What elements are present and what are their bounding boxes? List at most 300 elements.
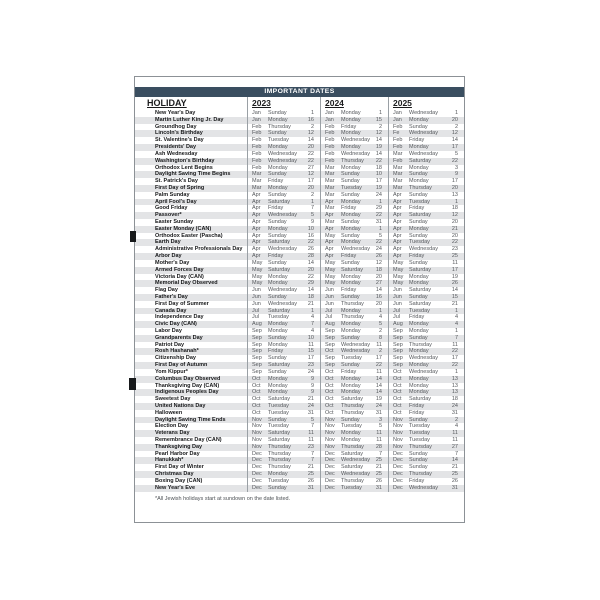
banner-title: IMPORTANT DATES	[264, 88, 335, 95]
date-month: Oct	[252, 402, 261, 409]
date-weekday: Sunday	[268, 293, 287, 300]
table-row	[135, 130, 464, 137]
holiday-name: Election Day	[155, 423, 189, 430]
date-cell-2023	[247, 253, 320, 260]
date-day: 21	[451, 464, 458, 471]
date-weekday: Monday	[268, 116, 288, 123]
date-month: Aug	[252, 321, 262, 328]
date-day: 8	[378, 334, 382, 341]
date-weekday: Saturday	[268, 362, 291, 369]
date-cell-2025	[388, 178, 464, 185]
table-row	[135, 185, 464, 192]
date-cell-2024	[320, 478, 388, 485]
date-weekday: Monday	[341, 280, 361, 287]
date-month: Dec	[252, 477, 262, 484]
date-day: 19	[375, 396, 382, 403]
date-day: 31	[375, 484, 382, 491]
date-cell-2023	[247, 430, 320, 437]
date-weekday: Monday	[341, 375, 361, 382]
date-month: Apr	[252, 191, 261, 198]
date-month: Jun	[252, 293, 261, 300]
date-cell-2024	[320, 451, 388, 458]
date-month: Dec	[393, 484, 403, 491]
date-day: 14	[307, 287, 314, 294]
table-row	[135, 417, 464, 424]
date-day: 14	[375, 137, 382, 144]
date-weekday: Friday	[409, 402, 425, 409]
date-day: 25	[451, 471, 458, 478]
date-month: Feb	[252, 137, 262, 144]
date-month: Apr	[393, 232, 402, 239]
date-cell-2025	[388, 192, 464, 199]
date-weekday: Sunday	[268, 484, 287, 491]
table-row	[135, 444, 464, 451]
date-month: Oct	[325, 409, 334, 416]
date-weekday: Monday	[341, 116, 361, 123]
date-day: 16	[375, 293, 382, 300]
date-weekday: Friday	[268, 253, 284, 260]
date-month: Feb	[325, 157, 335, 164]
date-cell-2025	[388, 423, 464, 430]
table-row	[135, 239, 464, 246]
date-day: 7	[310, 321, 314, 328]
table-header-row	[135, 97, 464, 110]
date-weekday: Thursday	[409, 471, 432, 478]
date-cell-2023	[247, 267, 320, 274]
date-cell-2023	[247, 246, 320, 253]
date-month: Jun	[325, 287, 334, 294]
date-cell-2025	[388, 165, 464, 172]
date-month: Oct	[252, 396, 261, 403]
date-weekday: Tuesday	[409, 437, 430, 443]
table-row	[135, 205, 464, 212]
table-row	[135, 430, 464, 437]
date-cell-2024	[320, 178, 388, 185]
date-weekday: Sunday	[409, 171, 428, 178]
date-month: Jan	[325, 116, 334, 123]
date-weekday: Monday	[268, 225, 288, 232]
holiday-name: Daylight Saving Time Begins	[155, 171, 231, 178]
holiday-name: New Year's Eve	[155, 484, 196, 491]
date-cell-2024	[320, 158, 388, 165]
date-cell-2024	[320, 253, 388, 260]
date-cell-2025	[388, 280, 464, 287]
date-day: 18	[451, 205, 458, 212]
date-day: 13	[451, 375, 458, 382]
date-cell-2024	[320, 396, 388, 403]
date-weekday: Friday	[268, 178, 284, 185]
date-weekday: Thursday	[341, 409, 364, 416]
table-row	[135, 253, 464, 260]
holiday-name: First Day of Winter	[155, 464, 204, 471]
date-weekday: Wednesday	[268, 246, 297, 253]
date-day: 9	[454, 171, 458, 178]
date-day: 29	[307, 280, 314, 287]
date-cell-2025	[388, 253, 464, 260]
holiday-name: First Day of Spring	[155, 184, 205, 191]
date-cell-2024	[320, 464, 388, 471]
date-day: 11	[452, 437, 458, 443]
date-day: 24	[451, 402, 458, 409]
date-month: Jul	[393, 307, 401, 314]
date-weekday: Monday	[341, 389, 361, 396]
date-cell-2023	[247, 274, 320, 281]
date-month: May	[252, 259, 263, 266]
date-day: 7	[454, 334, 458, 341]
holiday-name: Father's Day	[155, 293, 188, 300]
date-cell-2025	[388, 117, 464, 124]
date-weekday: Monday	[409, 280, 429, 287]
date-cell-2024	[320, 369, 388, 376]
date-month: Mar	[393, 164, 403, 171]
date-month: Sep	[252, 334, 262, 341]
date-month: Oct	[325, 402, 334, 409]
date-weekday: Sunday	[341, 232, 360, 239]
date-month: Sep	[325, 355, 335, 362]
date-month: Nov	[393, 443, 403, 450]
date-month: Sep	[252, 368, 262, 375]
date-month: Apr	[393, 212, 402, 219]
holiday-name: Good Friday	[155, 205, 188, 212]
date-cell-2025	[388, 130, 464, 137]
date-month: Feb	[393, 123, 403, 130]
date-cell-2024	[320, 267, 388, 274]
holiday-name: Yom Kippur*	[155, 368, 188, 375]
date-day: 28	[375, 443, 382, 450]
date-month: Mar	[325, 171, 335, 178]
date-cell-2023	[247, 457, 320, 464]
date-month: Apr	[325, 212, 334, 219]
date-cell-2023	[247, 124, 320, 131]
holiday-name: Mother's Day	[155, 259, 190, 266]
date-day: 20	[307, 184, 314, 191]
table-row	[135, 464, 464, 471]
date-cell-2025	[388, 199, 464, 206]
date-weekday: Sunday	[409, 259, 428, 266]
date-day: 24	[375, 191, 382, 198]
date-cell-2023	[247, 369, 320, 376]
date-weekday: Sunday	[268, 110, 287, 116]
date-month: Apr	[325, 198, 334, 205]
date-cell-2023	[247, 287, 320, 294]
date-month: Jan	[252, 116, 261, 123]
date-cell-2023	[247, 205, 320, 212]
table-row	[135, 260, 464, 267]
date-weekday: Sunday	[409, 450, 428, 457]
date-month: Apr	[325, 246, 334, 253]
date-weekday: Sunday	[268, 259, 287, 266]
date-day: 12	[307, 171, 314, 178]
holiday-name: Memorial Day Observed	[155, 280, 218, 287]
date-cell-2025	[388, 362, 464, 369]
table-row	[135, 171, 464, 178]
date-day: 19	[375, 184, 382, 191]
date-cell-2023	[247, 178, 320, 185]
date-month: Dec	[252, 471, 262, 478]
date-weekday: Wednesday	[409, 110, 438, 116]
table-row	[135, 321, 464, 328]
table-row	[135, 110, 464, 117]
date-month: Dec	[252, 450, 262, 457]
date-month: Apr	[325, 239, 334, 246]
date-weekday: Sunday	[409, 219, 428, 225]
date-month: Apr	[252, 225, 261, 232]
date-weekday: Thursday	[409, 184, 432, 191]
date-cell-2025	[388, 301, 464, 308]
date-weekday: Tuesday	[341, 423, 362, 430]
date-month: Nov	[325, 416, 335, 423]
date-month: Sep	[252, 348, 262, 355]
date-cell-2025	[388, 267, 464, 274]
date-month: Jun	[252, 287, 261, 294]
date-cell-2023	[247, 301, 320, 308]
holiday-table-rows	[135, 110, 464, 492]
holiday-name: Veterans Day	[155, 430, 190, 437]
date-weekday: Monday	[341, 212, 361, 219]
date-day: 11	[452, 430, 458, 437]
date-cell-2025	[388, 417, 464, 424]
date-weekday: Monday	[341, 382, 361, 389]
date-cell-2025	[388, 219, 464, 226]
date-weekday: Sunday	[409, 293, 428, 300]
date-cell-2024	[320, 110, 388, 117]
date-cell-2024	[320, 185, 388, 192]
date-day: 2	[310, 191, 314, 198]
date-day: 31	[307, 484, 314, 491]
edge-tab-mark-1	[130, 231, 136, 242]
date-weekday: Monday	[341, 144, 361, 151]
date-day: 22	[307, 239, 314, 246]
date-day: 2	[310, 123, 314, 130]
date-cell-2024	[320, 328, 388, 335]
date-weekday: Saturday	[341, 464, 364, 471]
date-cell-2024	[320, 444, 388, 451]
date-month: Oct	[393, 382, 402, 389]
date-weekday: Monday	[409, 164, 429, 171]
date-month: Oct	[252, 382, 261, 389]
date-weekday: Saturday	[409, 287, 432, 294]
date-day: 31	[451, 484, 458, 491]
date-weekday: Monday	[409, 225, 429, 232]
date-weekday: Sunday	[341, 219, 360, 225]
date-month: Dec	[252, 484, 262, 491]
date-day: 21	[375, 464, 382, 471]
table-row	[135, 423, 464, 430]
date-day: 20	[451, 232, 458, 239]
holiday-name: Washington's Birthday	[155, 157, 215, 164]
date-weekday: Monday	[341, 273, 361, 280]
date-cell-2025	[388, 430, 464, 437]
date-day: 11	[452, 341, 458, 348]
date-month: Feb	[325, 137, 335, 144]
date-day: 23	[307, 362, 314, 369]
date-day: 16	[307, 232, 314, 239]
holiday-name: First Day of Autumn	[155, 362, 208, 369]
date-day: 12	[451, 212, 458, 219]
date-cell-2025	[388, 403, 464, 410]
date-weekday: Thursday	[409, 341, 432, 348]
date-day: 14	[451, 287, 458, 294]
date-month: Nov	[252, 423, 262, 430]
date-month: Apr	[252, 219, 261, 225]
column-header-2024: 2024	[320, 97, 388, 110]
holiday-name: Citizenship Day	[155, 355, 196, 362]
date-weekday: Wednesday	[268, 150, 297, 157]
date-weekday: Monday	[268, 144, 288, 151]
date-day: 1	[454, 198, 458, 205]
date-month: May	[393, 259, 404, 266]
date-day: 7	[310, 423, 314, 430]
date-month: Dec	[325, 464, 335, 471]
date-cell-2023	[247, 260, 320, 267]
date-month: Mar	[393, 150, 403, 157]
date-cell-2023	[247, 171, 320, 178]
date-month: May	[393, 266, 404, 273]
date-cell-2023	[247, 485, 320, 492]
holiday-name: Hanukkah*	[155, 457, 184, 464]
date-day: 24	[375, 402, 382, 409]
table-row	[135, 485, 464, 492]
date-cell-2025	[388, 308, 464, 315]
table-row	[135, 471, 464, 478]
date-cell-2024	[320, 165, 388, 172]
date-cell-2024	[320, 280, 388, 287]
date-weekday: Thursday	[268, 443, 291, 450]
date-cell-2023	[247, 383, 320, 390]
date-day: 17	[451, 178, 458, 185]
date-weekday: Tuesday	[341, 484, 362, 491]
table-row	[135, 301, 464, 308]
date-weekday: Tuesday	[409, 307, 430, 314]
date-weekday: Tuesday	[268, 477, 289, 484]
date-month: Apr	[252, 253, 261, 260]
date-cell-2024	[320, 144, 388, 151]
date-cell-2024	[320, 389, 388, 396]
date-month: Nov	[252, 443, 262, 450]
date-day: 14	[375, 375, 382, 382]
date-weekday: Monday	[409, 375, 429, 382]
date-day: 19	[375, 144, 382, 151]
date-day: 18	[375, 266, 382, 273]
date-day: 21	[307, 396, 314, 403]
date-cell-2024	[320, 233, 388, 240]
date-weekday: Wednesday	[268, 300, 297, 307]
date-day: 22	[451, 362, 458, 369]
holiday-name: Indigenous Peoples Day	[155, 389, 219, 396]
date-day: 21	[307, 300, 314, 307]
holiday-name: Arbor Day	[155, 253, 182, 260]
date-weekday: Thursday	[268, 123, 291, 130]
date-day: 22	[451, 239, 458, 246]
date-month: Dec	[325, 471, 335, 478]
date-day: 17	[451, 266, 458, 273]
date-month: Fe	[393, 130, 400, 137]
date-month: Oct	[393, 402, 402, 409]
date-weekday: Wednesday	[341, 246, 370, 253]
table-row	[135, 151, 464, 158]
date-weekday: Saturday	[409, 266, 432, 273]
date-weekday: Monday	[341, 110, 361, 116]
date-weekday: Sunday	[409, 457, 428, 464]
table-row	[135, 362, 464, 369]
date-day: 17	[307, 355, 314, 362]
date-weekday: Wednesday	[409, 368, 438, 375]
date-weekday: Sunday	[409, 416, 428, 423]
date-month: Feb	[252, 144, 262, 151]
date-weekday: Saturday	[268, 266, 291, 273]
date-day: 5	[378, 232, 382, 239]
date-cell-2024	[320, 171, 388, 178]
date-weekday: Wednesday	[409, 355, 438, 362]
holiday-name: United Nations Day	[155, 402, 206, 409]
date-weekday: Friday	[268, 348, 284, 355]
date-month: Nov	[325, 430, 335, 437]
date-weekday: Monday	[268, 382, 288, 389]
date-day: 18	[451, 396, 458, 403]
date-month: Dec	[393, 457, 403, 464]
date-cell-2025	[388, 212, 464, 219]
date-weekday: Sunday	[341, 191, 360, 198]
date-day: 10	[307, 334, 314, 341]
date-day: 22	[307, 157, 314, 164]
date-day: 11	[376, 368, 382, 375]
date-cell-2025	[388, 260, 464, 267]
date-weekday: Tuesday	[409, 423, 430, 430]
date-weekday: Monday	[341, 164, 361, 171]
date-month: Dec	[393, 471, 403, 478]
date-cell-2023	[247, 396, 320, 403]
table-row	[135, 396, 464, 403]
holiday-name: Civic Day (CAN)	[155, 321, 197, 328]
date-month: Oct	[325, 375, 334, 382]
date-day: 12	[375, 259, 382, 266]
date-cell-2023	[247, 158, 320, 165]
date-weekday: Sunday	[341, 362, 360, 369]
date-cell-2023	[247, 335, 320, 342]
date-cell-2024	[320, 437, 388, 444]
date-cell-2024	[320, 410, 388, 417]
date-month: Feb	[252, 157, 262, 164]
table-row	[135, 233, 464, 240]
date-month: Nov	[393, 437, 403, 443]
date-weekday: Friday	[341, 123, 357, 130]
date-weekday: Monday	[268, 164, 288, 171]
date-cell-2023	[247, 239, 320, 246]
date-weekday: Monday	[268, 273, 288, 280]
holiday-name: Halloween	[155, 409, 183, 416]
holiday-name: Thanksgiving Day	[155, 443, 203, 450]
date-weekday: Sunday	[268, 191, 287, 198]
date-weekday: Wednesday	[268, 157, 297, 164]
date-weekday: Saturday	[409, 300, 432, 307]
date-month: Sep	[325, 334, 335, 341]
date-day: 11	[308, 430, 314, 437]
holiday-name: Columbus Day Observed	[155, 375, 221, 382]
date-weekday: Sunday	[268, 416, 287, 423]
date-month: Dec	[252, 464, 262, 471]
date-weekday: Friday	[409, 477, 425, 484]
date-cell-2025	[388, 233, 464, 240]
date-day: 22	[375, 362, 382, 369]
date-cell-2024	[320, 205, 388, 212]
date-month: Jul	[393, 314, 401, 321]
date-weekday: Saturday	[268, 437, 291, 443]
date-day: 15	[451, 293, 458, 300]
date-day: 2	[378, 328, 382, 334]
date-cell-2024	[320, 314, 388, 321]
date-day: 4	[310, 328, 314, 334]
date-month: Apr	[325, 253, 334, 260]
